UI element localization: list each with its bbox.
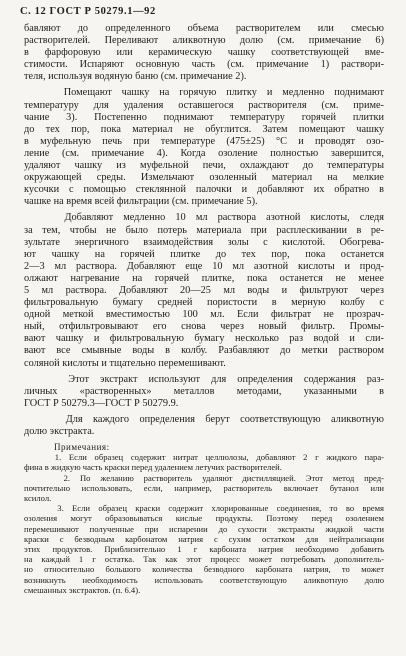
- paragraph-line: растворителей. Переливают аликвотную долю (см. примечание 6): [24, 35, 384, 47]
- paragraph-line: Этот экстракт используют для определения содержания раз-: [24, 373, 384, 385]
- paragraph-line: личных «растворенных» металлов методами, указанными в: [24, 385, 384, 397]
- page-header: С. 12 ГОСТ Р 50279.1—92: [20, 6, 156, 17]
- paragraph-line: чашке на время всей фильтрации (см. примечание 5).: [24, 196, 258, 208]
- paragraph-line: 2—3 мл раствора. Добавляют еще 10 мл азотной кислоты и прод-: [24, 260, 384, 272]
- note-line: возникнуть необходимость использовать соответствующую аликвотную долю: [24, 574, 384, 585]
- paragraph-line: теля, используя водяную баню (см. примечание 2).: [24, 71, 247, 83]
- note-line: 2. По желанию растворитель удаляют дистилляцией. Этот метод пред-: [24, 472, 384, 483]
- paragraph-line: окружающей среды. Измельчают озоленный материал на мелкие: [24, 172, 384, 184]
- paragraph-line: удаляют чашку из муфельной печи, охлаждают до температуры: [24, 160, 384, 172]
- paragraph-line: в фарфоровую или керамическую чашку соответствующей вме-: [24, 47, 384, 59]
- paragraph-line: долю экстракта.: [24, 426, 95, 437]
- paragraph-3: [24, 212, 384, 369]
- note-3: [24, 503, 384, 595]
- note-1: [24, 452, 384, 472]
- document-body: [24, 23, 384, 438]
- note-line: но относительно большого количества безводного карбоната натрия, то может: [24, 564, 384, 575]
- note-line: 1. Если образец содержит нитрат целлюлозы, добавляют 2 г жидкого пара-: [24, 452, 384, 463]
- paragraph-line: ление (см. примечание 4). Когда озоление полностью завершится,: [24, 147, 384, 159]
- note-line: 3. Если образец краски содержит хлорированные соединения, то во время: [24, 503, 384, 514]
- paragraph-1: [24, 23, 384, 83]
- paragraph-line: кусочки с помощью стеклянной палочки и добавляют их обратно в: [24, 184, 384, 196]
- paragraph-line: ный, отфильтровывают его снова через новый фильтр. Промы-: [24, 321, 384, 333]
- paragraph-line: вают все смывные воды в колбу. Разбавляют до метки раствором: [24, 345, 384, 357]
- paragraph-line: зультате энергичного взаимодействия золы с кислотой. Обогрева-: [24, 236, 384, 248]
- paragraph-line: Для каждого определения берут соответствующую аликвотную: [24, 413, 384, 425]
- paragraph-line: ют чашку на горячей плитке до тех пор, пока останется: [24, 248, 384, 260]
- paragraph-line: Добавляют медленно 10 мл раствора азотной кислоты, следя: [24, 212, 384, 224]
- note-line: смешанных экстрактов. (п. 6.4).: [24, 584, 141, 595]
- paragraph-2: [24, 87, 384, 208]
- paragraph-line: соляной кислоты и тщательно перемешивают.: [24, 357, 226, 369]
- paragraph-line: за тем, чтобы не было потерь материала при расплескивании в ре-: [24, 224, 384, 236]
- paragraph-line: 5 мл раствора. Добавляют 20—25 мл воды и фильтруют через: [24, 284, 384, 296]
- paragraph-line: бавляют до определенного объема растворителем или смесью: [24, 23, 384, 34]
- notes-title: Примечания:: [54, 442, 110, 453]
- paragraph-5: [24, 414, 384, 438]
- paragraph-line: стимости. Испаряют основную часть (см. примечание 1) раствори-: [24, 59, 384, 71]
- paragraph-line: вают чашку и фильтровальную бумагу несколько раз водой и сли-: [24, 333, 384, 345]
- paragraph-line: олжают нагревание на горячей плитке, пока останется не менее: [24, 272, 384, 284]
- paragraph-4: [24, 374, 384, 410]
- paragraph-line: до тех пор, пока материал не обуглится. Затем помещают чашку: [24, 123, 384, 135]
- paragraph-line: температуру для удаления оставшегося растворителя (см. приме-: [24, 99, 384, 111]
- paragraph-line: ГОСТ Р 50279.3—ГОСТ Р 50279.9.: [24, 397, 179, 409]
- note-line: этих продуктов. Приблизительно 1 г карбоната натрия необходимо добавить: [24, 543, 384, 554]
- note-line: на каждый 1 г остатка. Так как этот процесс может потребовать дополнитель-: [24, 554, 384, 565]
- note-line: краски с безводным карбонатом натрия с сухим остатком для нейтрализации: [24, 533, 384, 544]
- notes-section: [24, 452, 384, 595]
- note-line: почтительно использовать, если, например, растворитель включает бутанол или: [24, 482, 384, 493]
- note-line: ксилол.: [24, 492, 52, 503]
- paragraph-line: Помещают чашку на горячую плитку и медленно поднимают: [24, 87, 384, 99]
- paragraph-line: в муфельную печь при температуре (475±25) °С и проводят озо-: [24, 135, 384, 147]
- note-line: озоления могут образовываться кислые продукты. Поэтому перед озолением: [24, 513, 384, 524]
- note-2: [24, 473, 384, 504]
- note-line: фина в жидкую часть краски перед удалением летучих растворителей.: [24, 462, 282, 473]
- paragraph-line: одной меткой вместимостью 100 мл. Если фильтрат не прозрач-: [24, 309, 384, 321]
- paragraph-line: чание 3). Постепенно поднимают температуру горячей плитки: [24, 111, 384, 123]
- note-line: перемешивают полученные при испарении до сухости экстракты жидкой части: [24, 523, 384, 534]
- paragraph-line: фильтровальную бумагу средней пористости в мерную колбу с: [24, 297, 384, 309]
